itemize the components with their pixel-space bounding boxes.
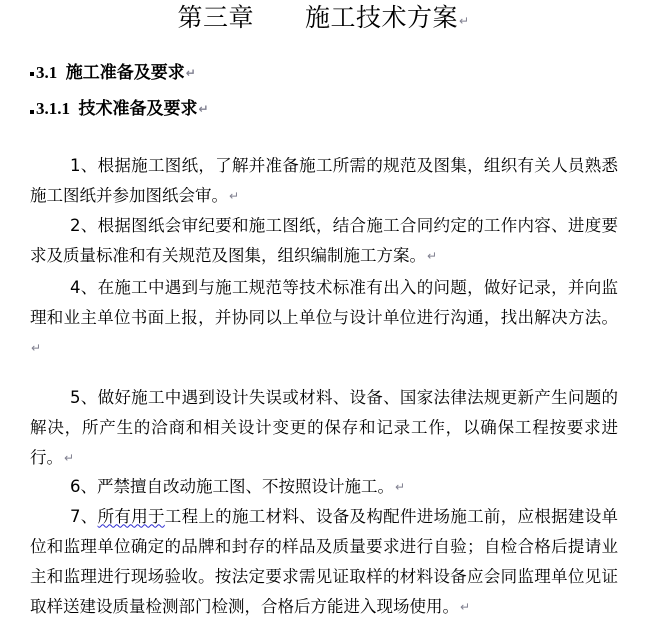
body-paragraph-5 xyxy=(30,383,618,473)
body-paragraph-1 xyxy=(30,151,618,211)
heading-anchor-icon xyxy=(30,72,34,76)
paragraph-text: 工程上的施工材料、设备及构配件进场施工前，应根据建设单位和监理单位确定的品牌和封存的样品及质量要求进行自验；自检合格后提请业主和监理进行现场验收。按法定要求需见证取样的材料设备应会同监理单位见证取样送建设质量检测部门检测，合格后方能进入现场使用。 xyxy=(30,506,618,616)
paragraph-mark-icon: ↵ xyxy=(395,479,406,494)
heading-anchor-icon xyxy=(30,110,34,114)
body-paragraph-7 xyxy=(30,502,618,622)
body-paragraph-2 xyxy=(30,211,618,271)
paragraph-text: 6、严禁擅自改动施工图、不按照设计施工。 xyxy=(70,476,394,496)
paragraph-text: 2、根据图纸会审纪要和施工图纸，结合施工合同约定的工作内容、进度要求及质量标准和有关规范及图集，组织编制施工方案。 xyxy=(30,215,618,265)
body-paragraph-4 xyxy=(30,273,618,363)
paragraph-number: 7、 xyxy=(70,506,98,526)
paragraph-mark-icon: ↵ xyxy=(458,14,470,28)
paragraph-mark-icon: ↵ xyxy=(198,102,209,116)
paragraph-mark-icon: ↵ xyxy=(31,340,42,355)
spellcheck-marked-text[interactable]: 所有用于 xyxy=(97,506,165,526)
paragraph-mark-icon: ↵ xyxy=(185,66,196,80)
paragraph-text: 5、做好施工中遇到设计失误或材料、设备、国家法律法规更新产生问题的解决，所产生的洽商和相关设计变更的保存和记录工作，以确保工程按要求进行。 xyxy=(30,387,618,467)
heading-3-1-1 xyxy=(30,98,620,120)
paragraph-mark-icon: ↵ xyxy=(427,248,438,263)
heading-3-1-label: 3.1 施工准备及要求 xyxy=(36,63,185,82)
page-title-text: 第三章 施工技术方案 xyxy=(177,5,458,32)
paragraph-mark-icon: ↵ xyxy=(229,188,240,203)
heading-3-1-1-label: 3.1.1 技术准备及要求 xyxy=(36,99,198,118)
body-paragraph-6 xyxy=(30,472,618,502)
page-title xyxy=(30,2,617,38)
paragraph-text: 4、在施工中遇到与施工规范等技术标准有出入的问题，做好记录，并向监理和业主单位书面上报，并协同以上单位与设计单位进行沟通，找出解决方法。 xyxy=(30,277,618,327)
heading-3-1 xyxy=(30,62,620,84)
paragraph-mark-icon: ↵ xyxy=(64,450,75,465)
paragraph-mark-icon: ↵ xyxy=(460,599,471,614)
paragraph-text: 1、根据施工图纸，了解并准备施工所需的规范及图集，组织有关人员熟悉施工图纸并参加图纸会审。 xyxy=(30,155,618,205)
